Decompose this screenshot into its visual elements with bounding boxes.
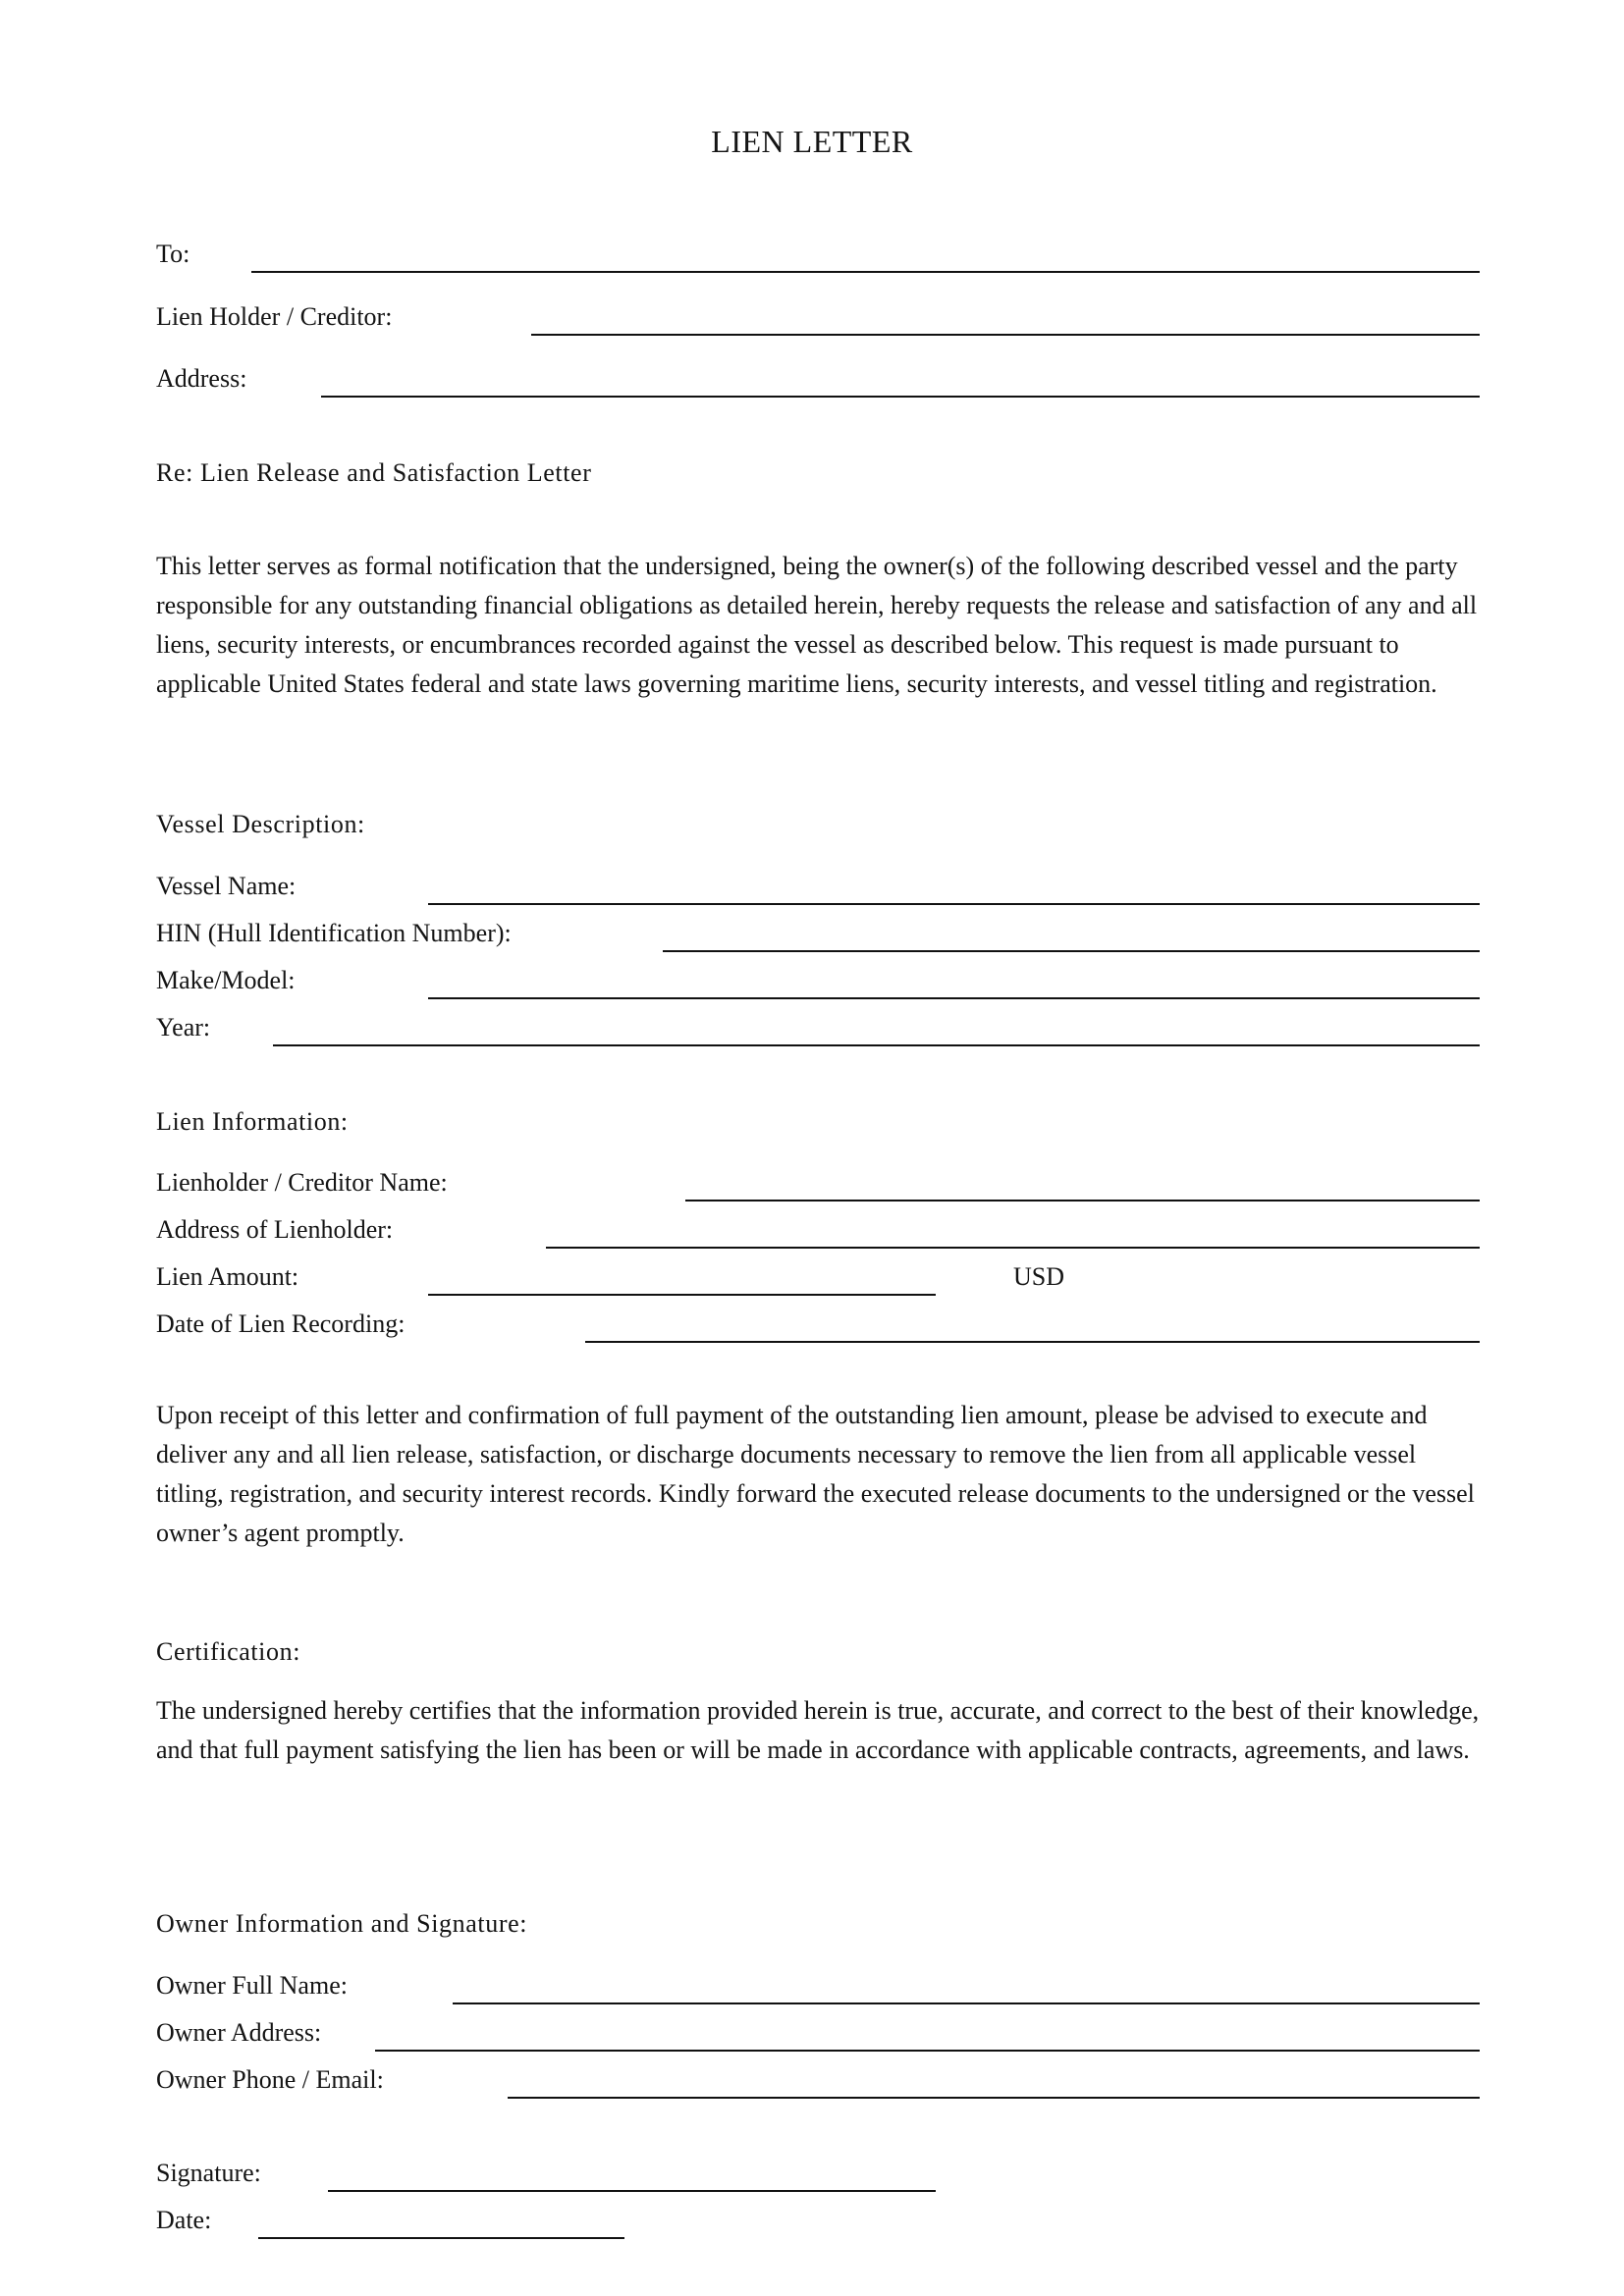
to-field[interactable] <box>251 271 1480 273</box>
vessel-name-field[interactable] <box>428 903 1480 905</box>
signature-label: Signature: <box>156 2159 261 2187</box>
owner-full-name-label: Owner Full Name: <box>156 1971 348 2000</box>
currency-label: USD <box>1013 1262 1065 1291</box>
certification-paragraph: The undersigned hereby certifies that the information provided herein is true, accurate, and correct to the best of their knowledge, and that full payment satisfying the lien has been or will be made in accordance with applicable contracts, agreements, and laws. <box>156 1696 1480 1764</box>
lien-holder-field[interactable] <box>531 334 1480 336</box>
signature-date-field[interactable] <box>258 2237 624 2239</box>
signature-date-label: Date: <box>156 2206 212 2234</box>
make-model-label: Make/Model: <box>156 966 296 994</box>
hin-label: HIN (Hull Identification Number): <box>156 919 512 947</box>
certification-heading: Certification: <box>156 1637 301 1666</box>
owner-full-name-field[interactable] <box>453 2002 1480 2004</box>
lien-holder-label: Lien Holder / Creditor: <box>156 302 393 331</box>
address-field[interactable] <box>321 396 1480 398</box>
address-label: Address: <box>156 364 247 393</box>
owner-contact-label: Owner Phone / Email: <box>156 2065 384 2094</box>
intro-paragraph: This letter serves as formal notification that the undersigned, being the owner(s) of the following described vessel and the party responsible for any outstanding financial obligations as detailed herein, hereby requests the release and satisfaction of any and all liens, security interests, or encumbrances recorded against the vessel as described below. This request is made pursuant to applicable United States federal and state laws governing maritime liens, security interests, and vessel titling and registration. <box>156 552 1478 698</box>
year-field[interactable] <box>273 1044 1480 1046</box>
vessel-description-heading: Vessel Description: <box>156 810 365 838</box>
hin-field[interactable] <box>663 950 1480 952</box>
release-paragraph: Upon receipt of this letter and confirmation of full payment of the outstanding lien amount, please be advised to execute and deliver any and all lien release, satisfaction, or discharge documents necessary to remove the lien from all applicable vessel titling, registration, and security interest records. Kindly forward the executed release documents to the undersigned or the vessel owner’s agent promptly. <box>156 1401 1475 1547</box>
document-title: LIEN LETTER <box>711 124 913 159</box>
signature-field[interactable] <box>328 2190 936 2192</box>
owner-contact-field[interactable] <box>508 2097 1480 2099</box>
year-label: Year: <box>156 1013 211 1041</box>
lienholder-address-field[interactable] <box>546 1247 1480 1249</box>
lien-information-heading: Lien Information: <box>156 1107 349 1136</box>
vessel-name-label: Vessel Name: <box>156 872 297 900</box>
lien-date-field[interactable] <box>585 1341 1480 1343</box>
lien-date-label: Date of Lien Recording: <box>156 1309 406 1338</box>
creditor-name-field[interactable] <box>685 1200 1480 1201</box>
owner-address-label: Owner Address: <box>156 2018 322 2047</box>
to-label: To: <box>156 240 190 268</box>
lien-amount-field[interactable] <box>428 1294 936 1296</box>
lien-amount-label: Lien Amount: <box>156 1262 299 1291</box>
make-model-field[interactable] <box>428 997 1480 999</box>
owner-address-field[interactable] <box>375 2050 1480 2052</box>
subject-line: Re: Lien Release and Satisfaction Letter <box>156 458 592 487</box>
lienholder-address-label: Address of Lienholder: <box>156 1215 394 1244</box>
owner-information-heading: Owner Information and Signature: <box>156 1909 528 1938</box>
creditor-name-label: Lienholder / Creditor Name: <box>156 1168 448 1197</box>
